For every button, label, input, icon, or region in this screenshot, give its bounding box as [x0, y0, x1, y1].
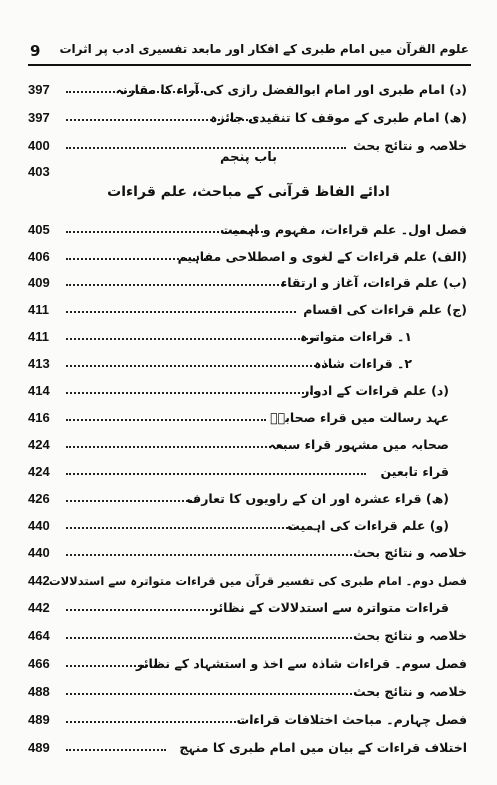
- toc-text: فصل سوم۔ قراءات شاذہ سے اخذ و استشہاد کے نظائر: [135, 656, 467, 671]
- leader-dots: [66, 338, 316, 340]
- toc-text: خلاصہ و نتائج بحث: [353, 628, 467, 643]
- leader-dots: [66, 446, 286, 448]
- toc-text: ۲۔ قراءات شاذہ: [314, 356, 412, 371]
- leader-dots: [66, 693, 356, 695]
- toc-page: 426: [28, 491, 50, 506]
- toc-text: قراء تابعین: [380, 464, 449, 479]
- leader-dots: [66, 473, 366, 475]
- toc-text: عہد رسالت میں قراء صحابہؓ: [270, 410, 449, 425]
- toc-entry: [28, 593, 467, 617]
- toc-text: (و) علم قراءات کی اہمیت: [287, 518, 449, 533]
- toc-entry: [28, 103, 467, 127]
- toc-text: ۱۔ قراءات متواترہ: [300, 329, 412, 344]
- toc-entry: [28, 403, 467, 427]
- toc-text: صحابہ میں مشہور قراء سبعہ: [268, 437, 449, 452]
- leader-dots: [66, 392, 316, 394]
- header-title: علوم القرآن میں امام طبری کے افکار اور مابعد تفسیری ادب پر اثرات: [59, 42, 469, 56]
- toc-entry: [28, 430, 467, 454]
- toc-page: 411: [28, 329, 49, 344]
- toc-page: 440: [28, 545, 50, 560]
- leader-dots: [66, 527, 296, 529]
- toc-text: (ج) علم قراءات کی اقسام: [303, 302, 467, 317]
- toc-entry: [28, 705, 467, 729]
- toc-entry: [28, 566, 467, 590]
- toc-page: 413: [28, 356, 50, 371]
- toc-page: 414: [28, 383, 50, 398]
- toc-text: خلاصہ و نتائج بحث: [353, 545, 467, 560]
- toc-page: 405: [28, 222, 50, 237]
- toc-entry: [28, 484, 467, 508]
- toc-text: فصل اول۔ علم قراءات، مفہوم و اہمیت: [220, 222, 467, 237]
- toc-entry: [28, 295, 467, 319]
- leader-dots: [66, 500, 196, 502]
- toc-entry: [28, 268, 467, 292]
- toc-page: 466: [28, 656, 50, 671]
- toc-page: 397: [28, 82, 50, 97]
- leader-dots: [66, 147, 346, 149]
- toc-page: 442: [28, 600, 50, 615]
- toc-text: (د) امام طبری اور امام ابوالفضل رازی کی آراء کا مقارنہ: [115, 82, 467, 97]
- toc-entry: [28, 242, 467, 266]
- toc-entry: [28, 677, 467, 701]
- leader-dots: [66, 311, 296, 313]
- leader-dots: [66, 284, 286, 286]
- toc-page: 411: [28, 302, 49, 317]
- toc-text: خلاصہ و نتائج بحث: [353, 138, 467, 153]
- toc-text: (ھ) امام طبری کے موقف کا تنقیدی جائزہ: [210, 110, 467, 125]
- toc-page: 489: [28, 712, 50, 727]
- toc-text: (ب) علم قراءات، آغاز و ارتقاء: [280, 275, 467, 290]
- toc-page: 488: [28, 684, 50, 699]
- toc-page: 424: [28, 437, 50, 452]
- leader-dots: [66, 749, 166, 751]
- header-rule: [28, 64, 471, 66]
- toc-entry: [28, 215, 467, 239]
- toc-entry: [28, 649, 467, 673]
- chapter-label: باب پنجم: [219, 150, 278, 165]
- toc-page: 409: [28, 275, 50, 290]
- toc-page: 416: [28, 410, 50, 425]
- toc-text: اختلاف قراءات کے بیان میں امام طبری کا منہج: [179, 740, 467, 755]
- toc-page: 440: [28, 518, 50, 533]
- toc-page: 442: [28, 573, 50, 588]
- toc-entry: [28, 376, 467, 400]
- toc-text: قراءات متواترہ سے استدلالات کے نظائر: [210, 600, 449, 615]
- running-header: [30, 42, 469, 64]
- toc-entry: [28, 349, 467, 373]
- leader-dots: [66, 637, 356, 639]
- leader-dots: [66, 365, 336, 367]
- chapter-subtitle: ادائے الفاظ قرآنی کے مباحث، علم قراءات: [107, 184, 390, 200]
- leader-dots: [66, 419, 266, 421]
- leader-dots: [66, 609, 216, 611]
- toc-text: فصل چہارم۔ مباحث اختلافات قراءات: [236, 712, 467, 727]
- page-number: 9: [30, 42, 41, 60]
- toc-page: 424: [28, 464, 50, 479]
- toc-text: (ھ) قراء عشرہ اور ان کے راویوں کا تعارف: [186, 491, 449, 506]
- toc-text: فصل دوم۔ امام طبری کی تفسیر قرآن میں قراءات متواترہ سے استدلالات: [49, 574, 467, 588]
- toc-entry: [28, 511, 467, 535]
- toc-text: (د) علم قراءات کے ادوار: [302, 383, 449, 398]
- toc-page: 489: [28, 740, 50, 755]
- leader-dots: [66, 554, 356, 556]
- toc-page: 400: [28, 138, 50, 153]
- toc-page: 406: [28, 249, 50, 264]
- toc-entry: [28, 457, 467, 481]
- toc-text: (الف) علم قراءات کے لغوی و اصطلاحی مفاہیم: [177, 249, 467, 264]
- chapter-page: 403: [28, 164, 50, 179]
- toc-entry: [28, 322, 467, 346]
- toc-entry: [28, 75, 467, 99]
- toc-text: خلاصہ و نتائج بحث: [353, 684, 467, 699]
- leader-dots: [66, 721, 256, 723]
- toc-page: 397: [28, 110, 50, 125]
- toc-entry: [28, 733, 467, 757]
- toc-page: 464: [28, 628, 50, 643]
- toc-entry: [28, 621, 467, 645]
- toc-entry: [28, 538, 467, 562]
